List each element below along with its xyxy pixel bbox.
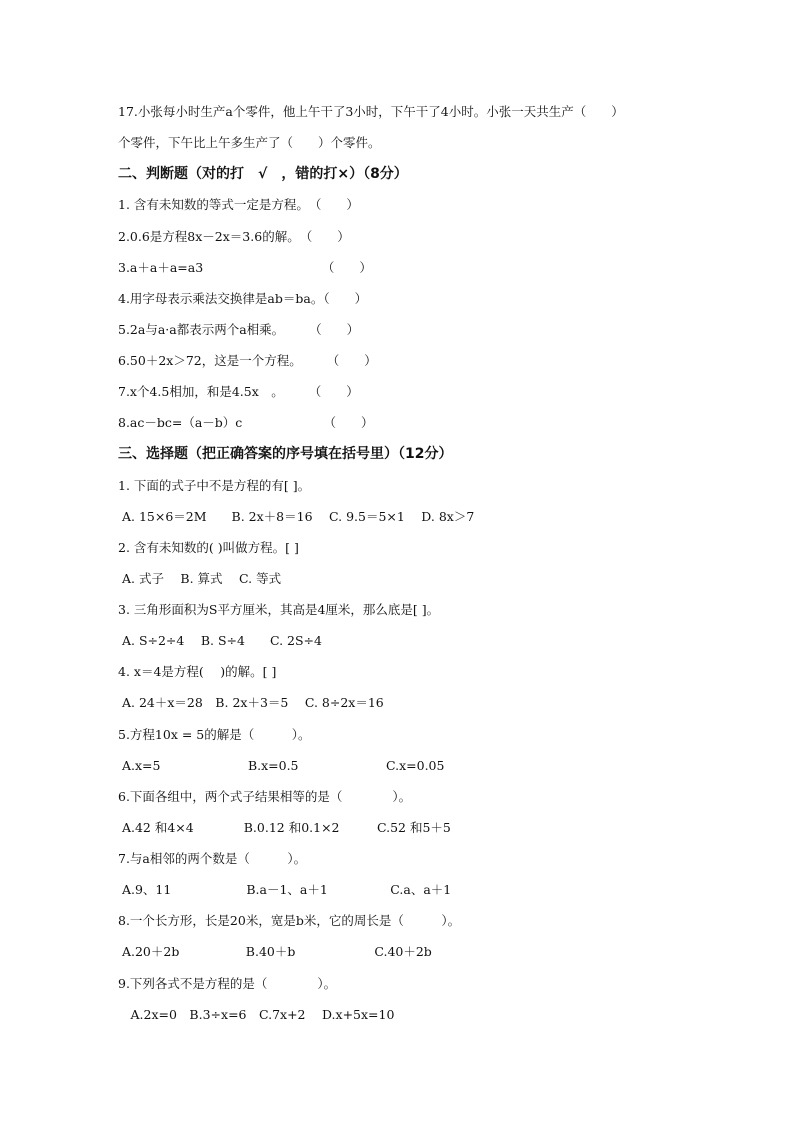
choice-q4-options: A. 24＋x＝28 B. 2x＋3＝5 C. 8÷2x＝16 (118, 695, 384, 710)
choice-q3-options: A. S÷2÷4 B. S÷4 C. 2S÷4 (118, 633, 322, 648)
choice-q1-options: A. 15×6＝2M B. 2x＋8＝16 C. 9.5＝5×1 D. 8x＞7 (118, 509, 475, 524)
choice-q1: 1. 下面的式子中不是方程的有[ ]。 (118, 478, 311, 493)
judge-item-6: 6.50＋2x＞72，这是一个方程。 （ ） (118, 353, 377, 368)
choice-q7: 7.与a相邻的两个数是（ ）。 (118, 851, 307, 866)
section-2-heading: 二、判断题（对的打 √ ，错的打×）（8分） (118, 166, 408, 182)
judge-item-2: 2.0.6是方程8x－2x＝3.6的解。 （ ） (118, 229, 350, 244)
question-17-line-2: 个零件，下午比上午多生产了（ ）个零件。 (118, 135, 381, 150)
judge-item-3: 3.a＋a＋a=a3 （ ） (118, 260, 372, 275)
choice-q5-options: A.x=5 B.x=0.5 C.x=0.05 (118, 758, 445, 773)
judge-item-8: 8.ac－bc=（a－b）c （ ） (118, 415, 374, 430)
choice-q9: 9.下列各式不是方程的是（ ）。 (118, 976, 337, 991)
choice-q9-options: A.2x=0 B.3÷x=6 C.7x+2 D.x+5x=10 (118, 1007, 395, 1022)
choice-q6-options: A.42 和4×4 B.0.12 和0.1×2 C.52 和5＋5 (118, 820, 451, 835)
judge-item-7: 7.x个4.5相加，和是4.5x 。 （ ） (118, 384, 359, 399)
choice-q8: 8.一个长方形，长是20米，宽是b米，它的周长是（ ）。 (118, 913, 461, 928)
question-17-line-1: 17.小张每小时生产a个零件，他上午干了3小时，下午干了4小时。小张一天共生产（ ） (118, 104, 624, 119)
choice-q3: 3. 三角形面积为S平方厘米，其高是4厘米，那么底是[ ]。 (118, 602, 440, 617)
choice-q4: 4. x＝4是方程( )的解。[ ] (118, 664, 277, 679)
choice-q8-options: A.20＋2b B.40＋b C.40＋2b (118, 944, 432, 959)
choice-q5: 5.方程10x = 5的解是（ ）。 (118, 727, 311, 742)
section-3-heading: 三、选择题（把正确答案的序号填在括号里）（12分） (118, 446, 453, 462)
judge-item-4: 4.用字母表示乘法交换律是ab＝ba。（ ） (118, 291, 368, 306)
choice-q6: 6.下面各组中，两个式子结果相等的是（ ）。 (118, 789, 412, 804)
judge-item-5: 5.2a与a·a都表示两个a相乘。 （ ） (118, 322, 360, 337)
judge-item-1: 1. 含有未知数的等式一定是方程。 （ ） (118, 197, 359, 212)
choice-q2: 2. 含有未知数的( )叫做方程。[ ] (118, 540, 299, 555)
choice-q7-options: A.9、11 B.a－1、a＋1 C.a、a＋1 (118, 882, 452, 897)
choice-q2-options: A. 式子 B. 算式 C. 等式 (118, 571, 282, 586)
